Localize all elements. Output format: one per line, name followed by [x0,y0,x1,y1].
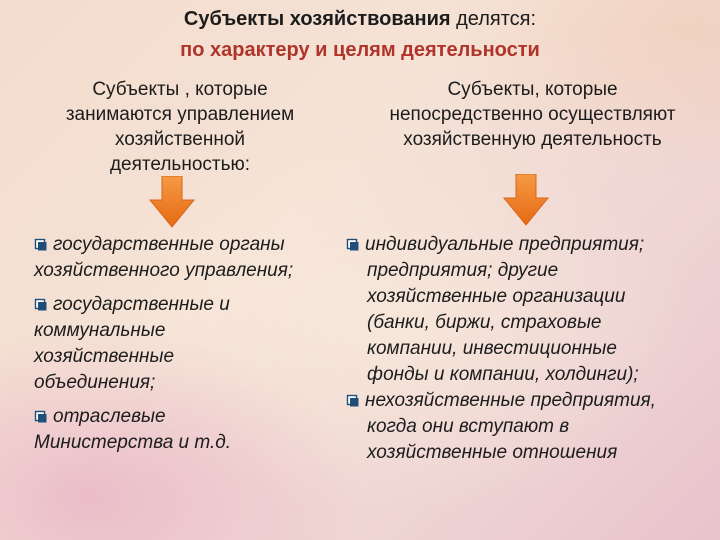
list-item-line: когда они вступают в [367,416,570,437]
list-item-line: государственные органы [53,234,285,255]
list-item [346,232,716,388]
list-item-line: компании, инвестиционные [367,338,617,359]
left-bullet-list [34,232,354,456]
list-item-line: Министерства и т.д. [34,432,232,453]
checkbox-bullet-icon [346,238,359,251]
list-item-line: объединения; [34,372,156,393]
list-item-line: (банки, биржи, страховые [367,312,602,333]
left-heading-line: Субъекты , которые [92,79,268,100]
right-heading-line: хозяйственную деятельность [403,129,662,150]
list-item [34,292,354,396]
list-item-line: нехозяйственные предприятия, [365,390,656,411]
page-title [0,6,720,32]
list-item-line: коммунальные [34,320,166,341]
checkbox-bullet-icon [34,298,47,311]
list-item [34,232,354,284]
list-item-line: предприятия; другие [367,260,559,281]
list-item-line: хозяйственного управления; [34,260,294,281]
list-item [346,388,716,466]
arrow-down-icon [502,174,550,226]
list-item-line: хозяйственные [34,346,175,367]
left-heading-line: хозяйственной [114,129,246,150]
list-item-line: хозяйственные организации [367,286,626,307]
list-item-line: индивидуальные предприятия; [365,234,645,255]
right-heading-line: непосредственно осуществляют [389,104,676,125]
checkbox-bullet-icon [346,394,359,407]
right-bullet-list [346,232,716,466]
right-heading-line: Субъекты, которые [447,79,618,100]
page-subtitle: по характеру и целям деятельности [180,39,540,61]
list-item-line: государственные и [53,294,230,315]
list-item-line: хозяйственные отношения [367,442,618,463]
left-heading-line: занимаются управлением [65,104,295,125]
list-item-line: отраслевые [53,406,166,427]
checkbox-bullet-icon [34,238,47,251]
title-bold: Субъекты хозяйствования [183,8,451,30]
checkbox-bullet-icon [34,410,47,423]
title-rest: делятся: [450,8,537,30]
left-column-heading [30,77,330,177]
right-column-heading [360,77,705,152]
arrow-down-icon [148,176,196,228]
left-heading-line: деятельностью: [109,154,251,175]
list-item-line: фонды и компании, холдинги); [367,364,639,385]
list-item [34,404,354,456]
